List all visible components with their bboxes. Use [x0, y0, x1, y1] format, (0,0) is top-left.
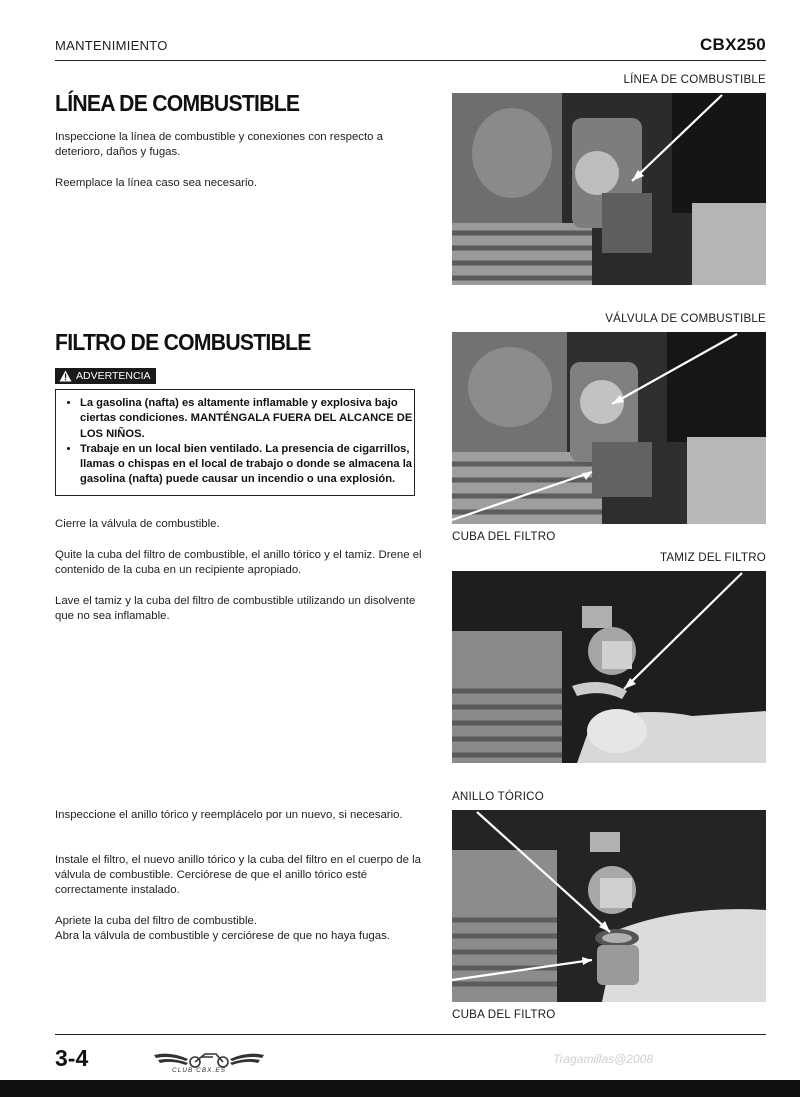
fuel-line-paragraph: Inspeccione la línea de combustible y conexiones con respecto a deterioro, daños y fugas.: [55, 131, 383, 159]
footer-divider: [55, 1034, 766, 1035]
fuel-line-title: LÍNEA DE COMBUSTIBLE: [55, 90, 300, 116]
warning-triangle-icon: [59, 370, 72, 382]
fuel-filter-paragraph: Quite la cuba del filtro de combustible, el anillo tórico y el tamiz. Drene el contenido de la cuba en un recipiente apropiado.: [55, 549, 422, 577]
photo2-label-filter-cup: CUBA DEL FILTRO: [452, 530, 556, 543]
photo-fuel-line: [452, 93, 766, 285]
bottom-edge-bar: [0, 1080, 800, 1097]
photo1-label-fuel-line: LÍNEA DE COMBUSTIBLE: [623, 73, 766, 86]
install-paragraph: Inspeccione el anillo tórico y reemplácelo por un nuevo, si necesario.: [55, 809, 403, 821]
warning-box: [55, 389, 415, 496]
install-paragraph: Apriete la cuba del filtro de combustible. Abra la válvula de combustible y cerciórese de que no haya fugas.: [55, 915, 390, 943]
fuel-filter-paragraph: Lave el tamiz y la cuba del filtro de combustible utilizando un disolvente que no sea inflamable.: [55, 595, 416, 623]
warning-label: [55, 368, 156, 384]
header-divider: [55, 60, 766, 61]
photo4-label-filter-cup: CUBA DEL FILTRO: [452, 1008, 556, 1021]
photo3-label-filter-screen: TAMIZ DEL FILTRO: [659, 551, 766, 564]
club-logo: [150, 1045, 268, 1077]
header-section: MANTENIMIENTO: [55, 38, 168, 53]
watermark: Tragamillas@2008: [553, 1052, 654, 1066]
photo4-label-o-ring: ANILLO TÓRICO: [452, 790, 544, 803]
club-logo-text: CLUB CBX.ES: [172, 1067, 226, 1074]
warning-label-text: ADVERTENCIA: [76, 370, 151, 382]
photo-o-ring: [452, 810, 766, 1002]
header-model: CBX250: [699, 35, 766, 54]
photo2-label-fuel-valve: VÁLVULA DE COMBUSTIBLE: [605, 312, 766, 325]
warning-item: • La gasolina (nafta) es altamente inflamable y explosiva bajo ciertas condiciones. MANTÉNGALA FUERA DEL ALCANCE DE LOS NIÑOS.: [80, 396, 414, 442]
fuel-filter-title: FILTRO DE COMBUSTIBLE: [55, 329, 311, 355]
photo-filter-screen: [452, 571, 766, 763]
warning-item: • Trabaje en un local bien ventilado. La presencia de cigarrillos, llamas o chispas en el local de trabajo o donde se almacena la gasolina (nafta) puede causar un incendio o una explosión.: [80, 442, 414, 488]
fuel-line-paragraph: Reemplace la línea caso sea necesario.: [55, 177, 257, 189]
page-number: 3-4: [55, 1045, 89, 1071]
fuel-filter-paragraph: Cierre la válvula de combustible.: [55, 518, 220, 530]
photo-fuel-valve: [452, 332, 766, 524]
install-paragraph: Instale el filtro, el nuevo anillo tórico y la cuba del filtro en el cuerpo de la válvula de combustible. Cerciórese de que el anillo tórico esté correctamente instalado.: [55, 854, 421, 897]
